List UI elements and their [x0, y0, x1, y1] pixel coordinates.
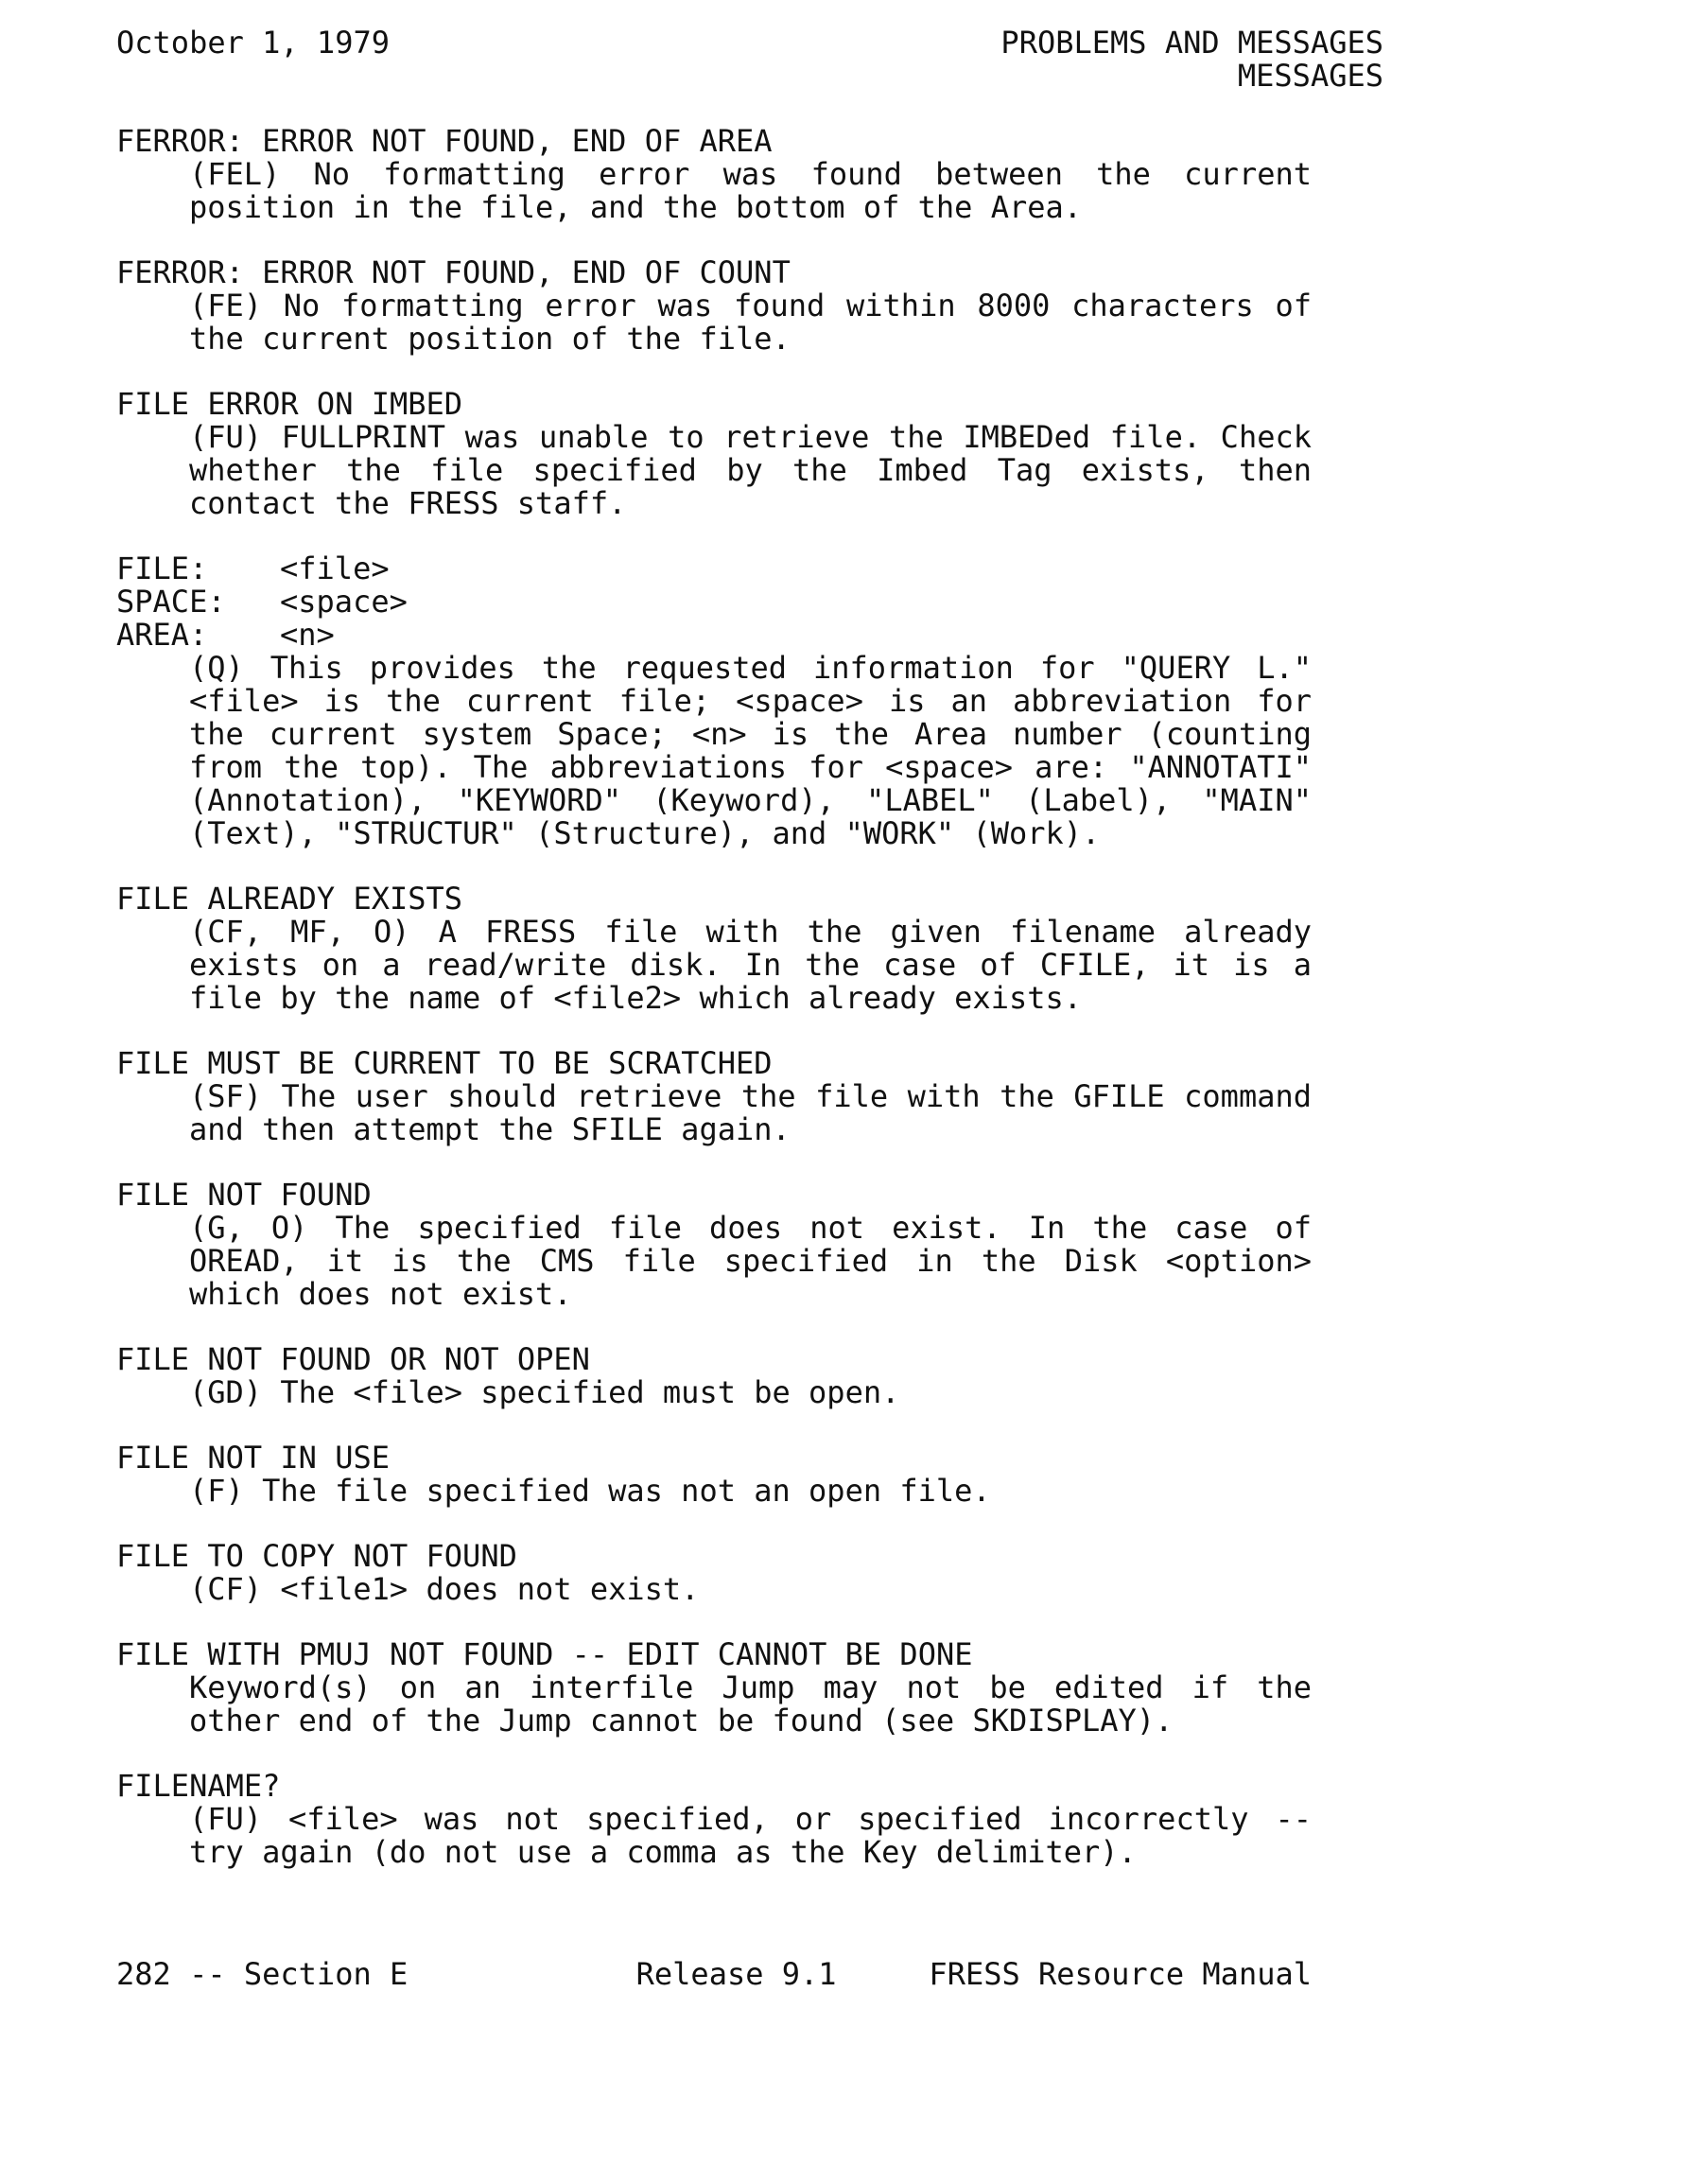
- header-section: [1000, 26, 1383, 93]
- message-entry: [116, 1441, 1383, 1508]
- message-title: FILE ERROR ON IMBED: [116, 386, 463, 422]
- message-description: (CF, MF, O) A FRESS file with the given filename already exists on a read/write disk. In the case of CFILE, it is a file by the name of <file2> which already exists.: [189, 914, 1312, 1016]
- message-title: FILENAME?: [116, 1768, 281, 1804]
- message-title: FERROR: ERROR NOT FOUND, END OF AREA: [116, 123, 773, 159]
- query-field-area: [116, 619, 1383, 652]
- message-description: (F) The file specified was not an open file.: [189, 1473, 991, 1509]
- message-entry: [116, 1770, 1383, 1869]
- message-description: Keyword(s) on an interfile Jump may not be edited if the other end of the Jump cannot be found (see SKDISPLAY).: [189, 1669, 1312, 1738]
- message-title: FILE TO COPY NOT FOUND: [116, 1538, 517, 1574]
- message-entry: [116, 1179, 1383, 1311]
- message-entry: [116, 1540, 1383, 1606]
- message-title: FILE NOT FOUND: [116, 1177, 372, 1213]
- message-title: FILE NOT FOUND OR NOT OPEN: [116, 1341, 590, 1377]
- message-description: (G, O) The specified file does not exist. In the case of OREAD, it is the CMS file specified in the Disk <option> which does not exist.: [189, 1210, 1312, 1312]
- message-entry: [116, 388, 1383, 520]
- header-section-title: PROBLEMS AND MESSAGES: [1000, 25, 1383, 61]
- message-description: (GD) The <file> specified must be open.: [189, 1374, 900, 1410]
- message-description: (FE) No formatting error was found within 8000 characters of the current position of the file.: [189, 288, 1312, 357]
- header-date: October 1, 1979: [116, 25, 390, 61]
- message-entry: [116, 1047, 1383, 1146]
- header-subsection-title: MESSAGES: [1237, 58, 1383, 94]
- page-footer: [116, 1958, 1312, 1991]
- manual-page: [116, 26, 1383, 1901]
- field-label: FILE:: [116, 550, 208, 586]
- message-description: (FU) <file> was not specified, or specified incorrectly -- try again (do not use a comma as the Key delimiter).: [189, 1801, 1312, 1870]
- page-header: [116, 26, 1383, 93]
- message-entry: [116, 1343, 1383, 1409]
- message-description: (FEL) No formatting error was found between the current position in the file, and the bottom of the Area.: [189, 156, 1312, 225]
- field-value: <space>: [280, 584, 408, 620]
- message-description: (FU) FULLPRINT was unable to retrieve the IMBEDed file. Check whether the file specified by the Imbed Tag exists, then contact the FRESS staff.: [189, 419, 1312, 521]
- query-field-space: [116, 585, 1383, 619]
- footer-manual-title: FRESS Resource Manual: [929, 1956, 1312, 1992]
- message-title: FILE ALREADY EXISTS: [116, 881, 463, 917]
- field-value: <file>: [280, 550, 390, 586]
- message-description: (Q) This provides the requested information for "QUERY L." <file> is the current file; <space> is an abbreviation for the current system Space; <n> is the Area number (counting from the top). The abbreviations for <space> are: "ANNOTATI" (Annotation), "KEYWORD" (Keyword), "LABEL" (Label), "MAIN" (Text), "STRUCTUR" (Structure), and "WORK" (Work).: [189, 650, 1312, 851]
- message-title: FERROR: ERROR NOT FOUND, END OF COUNT: [116, 254, 791, 290]
- message-entry: [116, 882, 1383, 1015]
- message-description: (CF) <file1> does not exist.: [189, 1571, 700, 1607]
- message-title: FILE MUST BE CURRENT TO BE SCRATCHED: [116, 1045, 773, 1081]
- message-title: FILE NOT IN USE: [116, 1440, 390, 1476]
- field-label: SPACE:: [116, 584, 226, 620]
- field-label: AREA:: [116, 617, 208, 653]
- message-entry: [116, 125, 1383, 224]
- message-title: FILE WITH PMUJ NOT FOUND -- EDIT CANNOT BE DONE: [116, 1636, 973, 1672]
- field-value: <n>: [280, 617, 335, 653]
- footer-release: Release 9.1: [635, 1956, 837, 1992]
- message-entry: [116, 256, 1383, 356]
- message-entry-query: [116, 552, 1383, 850]
- message-list: [116, 125, 1383, 1869]
- message-description: (SF) The user should retrieve the file with the GFILE command and then attempt the SFILE again.: [189, 1078, 1312, 1147]
- query-field-file: [116, 552, 1383, 585]
- message-entry: [116, 1638, 1383, 1738]
- footer-page-section: 282 -- Section E: [116, 1956, 409, 1992]
